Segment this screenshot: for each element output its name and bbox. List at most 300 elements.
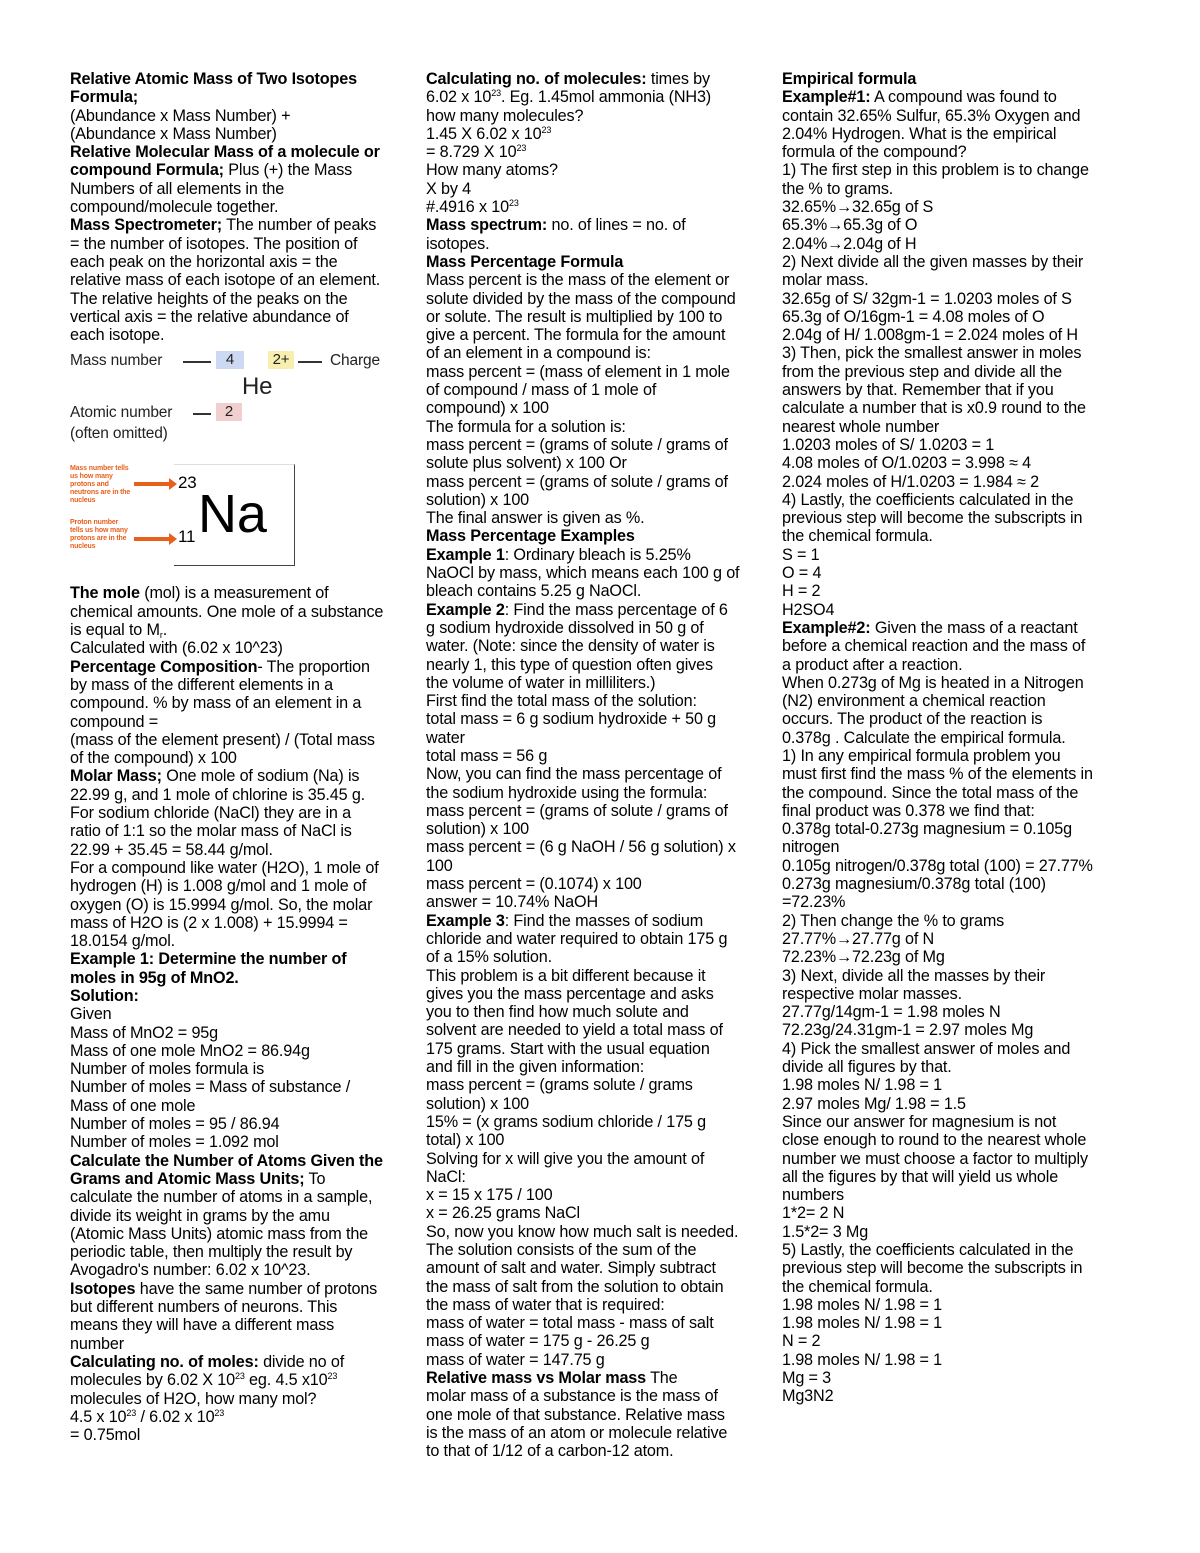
line-text: x = 15 x 175 / 100 xyxy=(426,1186,553,1205)
bold-heading: compound Formula; xyxy=(70,161,224,180)
text-line xyxy=(782,1278,1132,1296)
subscript: r xyxy=(159,630,163,641)
text-line xyxy=(70,1207,422,1225)
line-text: mass percent = (0.1074) x 100 xyxy=(426,875,642,894)
line-text: contain 32.65% Sulfur, 65.3% Oxygen and xyxy=(782,106,1081,125)
text-line xyxy=(70,1170,422,1188)
text-line xyxy=(426,436,778,454)
column-right xyxy=(782,70,1132,1406)
text-line xyxy=(426,235,778,253)
text-line xyxy=(70,1408,422,1426)
line-text: 15% = (x grams sodium chloride / 175 g xyxy=(426,1112,706,1131)
line-text: divide its weight in grams by the amu xyxy=(70,1206,330,1225)
text-line xyxy=(70,125,422,143)
line-text: 3) Next, divide all the masses by their xyxy=(782,966,1046,985)
text-line xyxy=(426,948,778,966)
line-text: total mass = 6 g sodium hydroxide + 50 g xyxy=(426,710,717,729)
superscript: 23 xyxy=(214,1407,225,1418)
text-line xyxy=(70,1133,422,1151)
text-line xyxy=(782,1387,1132,1405)
text-line xyxy=(782,1241,1132,1259)
text-line xyxy=(426,473,778,491)
text-line xyxy=(70,584,422,602)
text-line xyxy=(426,692,778,710)
line-text: 2) Then change the % to grams xyxy=(782,911,1005,930)
text-line xyxy=(782,1223,1132,1241)
line-text: 27.77g/14gm-1 = 1.98 moles N xyxy=(782,1003,1001,1022)
line-text: mass percent = (grams of solute / grams of xyxy=(426,472,728,491)
text-line xyxy=(782,216,1132,234)
line-text: (Abundance x Mass Number) + xyxy=(70,106,291,125)
text-line xyxy=(782,1131,1132,1149)
line-text: divide all figures by that. xyxy=(782,1058,952,1077)
text-line xyxy=(70,841,422,859)
text-line xyxy=(426,656,778,674)
line-text: O = 4 xyxy=(782,564,822,583)
line-text: (Abundance x Mass Number) xyxy=(70,124,277,143)
line-text: 22.99 + 35.45 = 58.44 g/mol. xyxy=(70,840,273,859)
line-text: #.4916 x 10 xyxy=(426,198,509,217)
line-text: each isotope. xyxy=(70,326,165,345)
text-line xyxy=(426,875,778,893)
text-line xyxy=(426,399,778,417)
helium-symbol: He xyxy=(242,373,273,401)
line-text: 32.65%→32.65g of S xyxy=(782,198,934,217)
line-text: solution) x 100 xyxy=(426,490,530,509)
line-text: Since our answer for magnesium is not xyxy=(782,1112,1057,1131)
text-line xyxy=(426,912,778,930)
text-line xyxy=(782,1351,1132,1369)
text-line xyxy=(70,1371,422,1389)
line-text: Plus (+) the Mass xyxy=(223,161,353,180)
text-line xyxy=(782,893,1132,911)
proton-number-note: Proton number tells us how many protons are in the nucleus xyxy=(70,519,128,551)
text-line xyxy=(426,710,778,728)
line-text: of the compound) x 100 xyxy=(70,749,237,768)
line-text: =72.23% xyxy=(782,893,846,912)
text-line xyxy=(426,198,778,216)
line-text: have the same number of protons xyxy=(135,1279,378,1298)
text-line xyxy=(70,1152,422,1170)
superscript: 23 xyxy=(491,88,501,99)
text-line xyxy=(426,747,778,765)
line-text: ratio of 1:1 so the molar mass of NaCl is xyxy=(70,822,352,841)
text-line xyxy=(426,1406,778,1424)
line-text: For sodium chloride (NaCl) they are in a xyxy=(70,804,351,823)
text-line xyxy=(70,731,422,749)
bold-heading: Formula; xyxy=(70,88,139,107)
text-line xyxy=(782,729,1132,747)
line-text: water. (Note: since the density of water is xyxy=(426,637,715,656)
line-text: Given xyxy=(70,1005,112,1024)
charge-label: Charge xyxy=(330,352,380,370)
text-line xyxy=(70,1426,422,1444)
line-text: chloride and water required to obtain 175 g xyxy=(426,929,728,948)
line-text: H2SO4 xyxy=(782,600,835,619)
isotopes-section xyxy=(70,70,422,344)
bold-heading: Relative Molecular Mass of a molecule or xyxy=(70,143,380,162)
proton-number-arrow xyxy=(134,537,170,541)
line-text: all the figures by that will yield us whole xyxy=(782,1167,1059,1186)
line-text: Mass of MnO2 = 95g xyxy=(70,1023,219,1042)
bold-heading: Example 2 xyxy=(426,600,505,619)
text-line xyxy=(70,767,422,785)
line-text: periodic table, then multiply the result by xyxy=(70,1243,353,1262)
line-text: 32.65g of S/ 32gm-1 = 1.0203 moles of S xyxy=(782,289,1072,308)
text-line xyxy=(426,1131,778,1149)
line-text: Mass percent is the mass of the element or xyxy=(426,271,730,290)
line-text: divide no of xyxy=(258,1352,345,1371)
sodium-symbol: Na xyxy=(198,484,267,545)
line-text: water xyxy=(426,728,465,747)
line-text: So, now you know how much salt is needed. xyxy=(426,1222,739,1241)
line-text: The number of peaks xyxy=(222,216,377,235)
text-line xyxy=(70,1078,422,1096)
line-text: Number of moles = Mass of substance / xyxy=(70,1078,351,1097)
line-text: The formula for a solution is: xyxy=(426,417,626,436)
text-line xyxy=(70,932,422,950)
text-line xyxy=(426,344,778,362)
bold-heading: Calculate the Number of Atoms Given the xyxy=(70,1151,383,1170)
superscript: 23 xyxy=(508,198,519,209)
line-text: solution) x 100 xyxy=(426,1094,530,1113)
text-line xyxy=(426,1095,778,1113)
text-line xyxy=(70,326,422,344)
line-text: 22.99 g, and 1 mole of chlorine is 35.45 g. xyxy=(70,785,366,804)
line-text: Mg = 3 xyxy=(782,1369,832,1388)
line-text: mass percent = (grams of solute / grams of xyxy=(426,801,728,820)
line-text: nearest whole number xyxy=(782,417,940,436)
text-line xyxy=(426,1076,778,1094)
text-line xyxy=(70,914,422,932)
line-text: 4) Lastly, the coefficients calculated in the xyxy=(782,490,1074,509)
line-text: 2.04% Hydrogen. What is the empirical xyxy=(782,124,1057,143)
text-line xyxy=(426,491,778,509)
line-text: . Eg. 1.45mol ammonia (NH3) xyxy=(500,88,712,107)
text-line xyxy=(426,1241,778,1259)
line-text: compound/molecule together. xyxy=(70,198,279,217)
charge-value: 2+ xyxy=(268,351,294,369)
line-text: number xyxy=(70,1334,124,1353)
line-text: For a compound like water (H2O), 1 mole of xyxy=(70,858,379,877)
bold-heading: Example#2: xyxy=(782,618,871,637)
line-text: nitrogen xyxy=(782,838,840,857)
line-text: mass percent = (6 g NaOH / 56 g solution) x xyxy=(426,838,736,857)
text-line xyxy=(782,1058,1132,1076)
line-text: 0.378g . Calculate the empirical formula. xyxy=(782,728,1066,747)
line-text: Numbers of all elements in the xyxy=(70,179,285,198)
text-line xyxy=(70,694,422,712)
text-line xyxy=(782,1150,1132,1168)
superscript: 23 xyxy=(327,1371,338,1382)
line-text: A compound was found to xyxy=(870,88,1057,107)
line-text: how many molecules? xyxy=(426,106,584,125)
text-line xyxy=(782,326,1132,344)
line-text: 1.98 moles N/ 1.98 = 1 xyxy=(782,1076,943,1095)
line-text: mass percent = (grams of solute / grams of xyxy=(426,435,728,454)
text-line xyxy=(782,601,1132,619)
sodium-atomic-number: 11 xyxy=(178,527,196,547)
text-line xyxy=(70,271,422,289)
line-text: molecules by 6.02 X 10 xyxy=(70,1371,235,1390)
line-text: mass of water = 175 g - 26.25 g xyxy=(426,1332,650,1351)
line-text: S = 1 xyxy=(782,545,820,564)
line-text: x = 26.25 grams NaCl xyxy=(426,1204,580,1223)
text-line xyxy=(426,674,778,692)
line-text: = 0.75mol xyxy=(70,1426,141,1445)
text-line xyxy=(426,308,778,326)
text-line xyxy=(426,784,778,802)
mass-number-arrow xyxy=(134,482,170,486)
text-line xyxy=(782,1168,1132,1186)
text-line xyxy=(70,859,422,877)
text-line xyxy=(782,436,1132,454)
text-line xyxy=(782,1332,1132,1350)
text-line xyxy=(70,1042,422,1060)
line-text: of an element in a compound is: xyxy=(426,344,651,363)
line-text: 65.3%→65.3g of O xyxy=(782,216,918,235)
line-text: and fill in the given information: xyxy=(426,1058,645,1077)
line-text: final product was 0.378 we find that: xyxy=(782,801,1035,820)
text-line xyxy=(70,198,422,216)
line-text: before a chemical reaction and the mass of xyxy=(782,637,1086,656)
line-text: but different numbers of neurons. This xyxy=(70,1298,338,1317)
text-line xyxy=(426,1387,778,1405)
text-line xyxy=(70,950,422,968)
text-line xyxy=(70,621,422,639)
line-text: the volume of water in milliliters.) xyxy=(426,673,656,692)
text-line xyxy=(426,601,778,619)
line-text: The relative heights of the peaks on the xyxy=(70,289,348,308)
line-text: The solution consists of the sum of the xyxy=(426,1241,697,1259)
line-text: 2.024 moles of H/1.0203 = 1.984 ≈ 2 xyxy=(782,472,1039,491)
bold-heading: Example 1: Determine the number of xyxy=(70,950,347,969)
bold-heading: Solution: xyxy=(70,986,139,1005)
line-text: number we must choose a factor to multiply xyxy=(782,1149,1088,1168)
line-text: chemical amounts. One mole of a substance xyxy=(70,602,384,621)
text-line xyxy=(782,418,1132,436)
text-line xyxy=(782,692,1132,710)
text-line xyxy=(70,1097,422,1115)
line-text: mass of water = 147.75 g xyxy=(426,1350,605,1369)
text-line xyxy=(426,582,778,600)
line-text: by mass of the different elements in a xyxy=(70,675,334,694)
superscript: 23 xyxy=(126,1407,137,1418)
line-text: To xyxy=(304,1169,326,1188)
bold-heading: Calculating no. of moles: xyxy=(70,1352,259,1371)
text-line xyxy=(426,1424,778,1442)
line-text: Mg3N2 xyxy=(782,1387,834,1406)
line-text: previous step will become the subscripts in xyxy=(782,1259,1083,1278)
text-line xyxy=(426,930,778,948)
line-text: 1.5*2= 3 Mg xyxy=(782,1222,869,1241)
text-line xyxy=(70,658,422,676)
text-line xyxy=(70,1115,422,1133)
line-text: formula of the compound? xyxy=(782,143,967,162)
line-text: (Atomic Mass Units) atomic mass from the xyxy=(70,1224,369,1243)
line-text: each peak on the horizontal axis = the xyxy=(70,252,338,271)
line-text: the % to grams. xyxy=(782,179,894,198)
text-line xyxy=(782,637,1132,655)
mass-number-value: 4 xyxy=(216,351,244,369)
line-text: First find the total mass of the solution: xyxy=(426,692,697,711)
text-line xyxy=(782,491,1132,509)
line-text: One mole of sodium (Na) is xyxy=(161,767,360,786)
line-text: occurs. The product of the reaction is xyxy=(782,710,1043,729)
text-line xyxy=(782,967,1132,985)
line-text: numbers xyxy=(782,1186,844,1205)
line-text: mass percent = (mass of element in 1 mole xyxy=(426,362,730,381)
line-text: Calculated with (6.02 x 10^23) xyxy=(70,639,283,658)
text-line xyxy=(70,987,422,1005)
line-text: from the previous step and divide all the xyxy=(782,362,1062,381)
column-left xyxy=(70,70,422,1444)
line-text: 0.105g nitrogen/0.378g total (100) = 27.77% xyxy=(782,856,1093,875)
text-line xyxy=(426,1296,778,1314)
line-text: X by 4 xyxy=(426,179,471,198)
text-line xyxy=(782,619,1132,637)
line-text: is equal to M xyxy=(70,621,160,640)
line-text: 1*2= 2 N xyxy=(782,1204,845,1223)
atomic-number-value: 2 xyxy=(216,403,242,421)
text-line xyxy=(70,1024,422,1042)
text-line xyxy=(70,253,422,271)
line-text: compound = xyxy=(70,712,159,731)
text-line xyxy=(782,820,1132,838)
text-line xyxy=(782,180,1132,198)
line-text: 4) Pick the smallest answer of moles and xyxy=(782,1039,1071,1058)
line-text: Number of moles formula is xyxy=(70,1060,265,1079)
line-text: nearly 1, this type of question often gives xyxy=(426,655,713,674)
line-text: 72.23%→72.23g of Mg xyxy=(782,948,945,967)
line-text: calculate the number of atoms in a sample, xyxy=(70,1188,373,1207)
text-line xyxy=(70,1316,422,1334)
line-text: mass percent = (grams solute / grams xyxy=(426,1076,693,1095)
text-line xyxy=(426,1259,778,1277)
text-line xyxy=(70,308,422,326)
mass-number-note: Mass number tells us how many protons and neutrons are in the nucleus xyxy=(70,465,131,505)
text-line xyxy=(70,822,422,840)
line-text: of a 15% solution. xyxy=(426,948,552,967)
line-text: 65.3g of O/16gm-1 = 4.08 moles of O xyxy=(782,307,1045,326)
line-text: hydrogen (H) is 1.008 g/mol and 1 mole of xyxy=(70,877,367,896)
text-line xyxy=(426,893,778,911)
text-line xyxy=(426,802,778,820)
text-line xyxy=(426,1278,778,1296)
line-text: This problem is a bit different because it xyxy=(426,966,706,985)
line-text: molar mass. xyxy=(782,271,869,290)
text-line xyxy=(70,969,422,987)
line-text: molecules of H2O, how many mol? xyxy=(70,1389,317,1408)
bold-heading: The mole xyxy=(70,584,140,603)
text-line xyxy=(426,1058,778,1076)
line-text: 4.08 moles of O/1.0203 = 3.998 ≈ 4 xyxy=(782,454,1032,473)
line-text: times by xyxy=(646,70,710,88)
text-line xyxy=(426,454,778,472)
line-text: When 0.273g of Mg is heated in a Nitrogen xyxy=(782,673,1084,692)
text-line xyxy=(426,290,778,308)
text-line xyxy=(426,820,778,838)
line-text: the mass of salt from the solution to obtain xyxy=(426,1277,724,1296)
line-text: answers by that. Remember that if you xyxy=(782,381,1054,400)
text-line xyxy=(426,637,778,655)
text-line xyxy=(426,253,778,271)
text-line xyxy=(426,1442,778,1460)
text-line xyxy=(426,1186,778,1204)
bold-heading: Mass Spectrometer; xyxy=(70,216,223,235)
line-text: the chemical formula. xyxy=(782,1277,933,1296)
text-line xyxy=(782,838,1132,856)
text-line xyxy=(782,1296,1132,1314)
line-text: no. of lines = no. of xyxy=(547,216,686,235)
text-line xyxy=(70,235,422,253)
line-text: The xyxy=(646,1369,678,1388)
text-line xyxy=(70,1298,422,1316)
text-line xyxy=(70,1390,422,1408)
text-line xyxy=(426,619,778,637)
text-line xyxy=(782,1021,1132,1039)
line-text: 2.04g of H/ 1.008gm-1 = 2.024 moles of H xyxy=(782,326,1078,345)
bold-heading: Percentage Composition xyxy=(70,657,258,676)
text-line xyxy=(782,344,1132,362)
bold-heading: Mass Percentage Formula xyxy=(426,252,624,271)
line-text: solvent are needed to yield a total mass of xyxy=(426,1021,723,1040)
text-line xyxy=(782,1204,1132,1222)
text-line xyxy=(70,1005,422,1023)
line-text: must first find the mass % of the elements in xyxy=(782,765,1093,784)
charge-line xyxy=(298,361,322,363)
line-text: 175 grams. Start with the usual equation xyxy=(426,1039,710,1058)
text-line xyxy=(426,527,778,545)
line-text: H = 2 xyxy=(782,582,821,601)
text-line xyxy=(426,1021,778,1039)
column-middle xyxy=(426,70,778,1461)
line-text: amount of salt and water. Simply subtract xyxy=(426,1259,716,1278)
line-text: How many atoms? xyxy=(426,161,558,180)
text-line xyxy=(782,1113,1132,1131)
text-line xyxy=(782,546,1132,564)
text-line xyxy=(426,564,778,582)
bold-heading: Empirical formula xyxy=(782,70,917,88)
line-text: Solving for x will give you the amount of xyxy=(426,1149,705,1168)
text-line xyxy=(782,582,1132,600)
text-line xyxy=(70,1060,422,1078)
text-line xyxy=(70,107,422,125)
bold-heading: Example 3 xyxy=(426,911,505,930)
text-line xyxy=(426,1223,778,1241)
line-text: compound. % by mass of an element in a xyxy=(70,694,362,713)
line-text: : Find the mass percentage of 6 xyxy=(504,600,728,619)
text-line xyxy=(426,326,778,344)
text-line xyxy=(70,877,422,895)
text-line xyxy=(70,786,422,804)
text-line xyxy=(782,1186,1132,1204)
line-text: (N2) environment a chemical reaction xyxy=(782,692,1046,711)
line-text: 1.0203 moles of S/ 1.0203 = 1 xyxy=(782,435,995,454)
text-line xyxy=(70,713,422,731)
text-line xyxy=(782,784,1132,802)
line-text: gives you the mass percentage and asks xyxy=(426,984,714,1003)
sodium-notation-diagram xyxy=(70,464,330,572)
text-line xyxy=(426,546,778,564)
text-line xyxy=(782,1095,1132,1113)
atomic-number-line xyxy=(193,413,211,415)
line-text: 0.273g magnesium/0.378g total (100) xyxy=(782,875,1046,894)
bold-heading: Calculating no. of molecules: xyxy=(426,70,647,88)
text-line xyxy=(426,1332,778,1350)
text-line xyxy=(70,180,422,198)
line-text: solute plus solvent) x 100 Or xyxy=(426,454,627,473)
